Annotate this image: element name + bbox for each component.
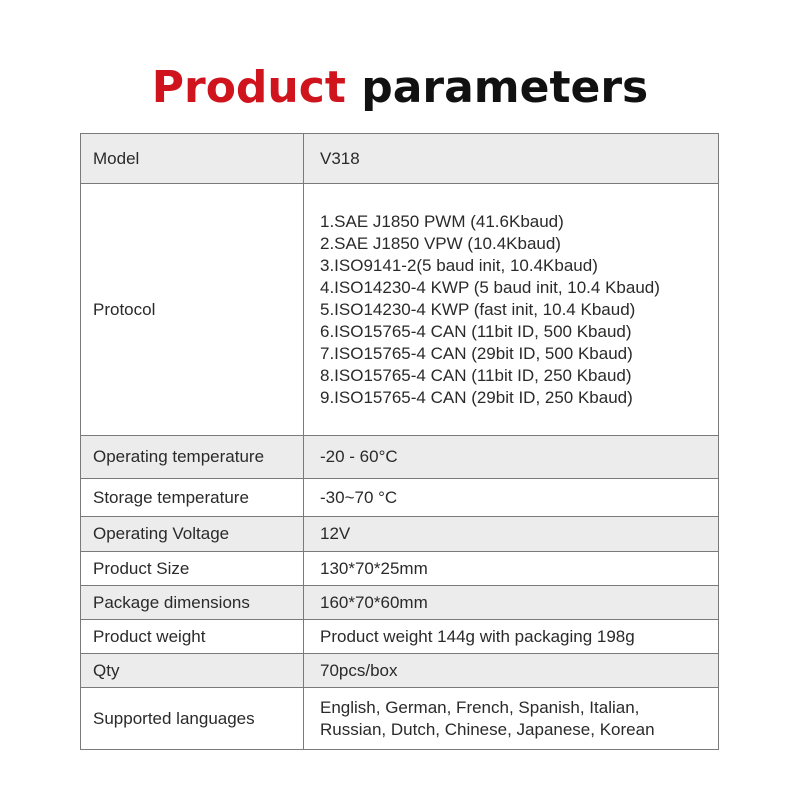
protocol-item: 4.ISO14230-4 KWP (5 baud init, 10.4 Kbaud) (320, 277, 660, 297)
row-protocol (81, 184, 719, 436)
row-product-size (81, 552, 719, 586)
protocol-item: 1.SAE J1850 PWM (41.6Kbaud) (320, 211, 564, 231)
protocol-item: 5.ISO14230-4 KWP (fast init, 10.4 Kbaud) (320, 299, 636, 319)
product-weight-value: Product weight 144g with packaging 198g (304, 620, 719, 654)
protocol-item: 3.ISO9141-2(5 baud init, 10.4Kbaud) (320, 255, 598, 275)
qty-value: 70pcs/box (304, 654, 719, 688)
package-dimensions-label: Package dimensions (81, 586, 304, 620)
languages-line: Russian, Dutch, Chinese, Japanese, Korean (320, 719, 655, 739)
row-supported-languages (81, 688, 719, 750)
protocol-label: Protocol (81, 184, 304, 436)
title-accent-word: Product (151, 62, 346, 113)
protocol-item: 8.ISO15765-4 CAN (11bit ID, 250 Kbaud) (320, 365, 632, 385)
operating-temperature-value: -20 - 60°C (304, 436, 719, 479)
row-storage-temperature (81, 479, 719, 517)
product-size-label: Product Size (81, 552, 304, 586)
storage-temperature-label: Storage temperature (81, 479, 304, 517)
row-model (81, 134, 719, 184)
languages-line: English, German, French, Spanish, Italian, (320, 697, 640, 717)
model-value: V318 (304, 134, 719, 184)
parameters-table (80, 133, 719, 750)
protocol-list (320, 211, 718, 409)
row-package-dimensions (81, 586, 719, 620)
page-title (0, 60, 800, 116)
model-label: Model (81, 134, 304, 184)
protocol-item: 7.ISO15765-4 CAN (29bit ID, 500 Kbaud) (320, 343, 633, 363)
storage-temperature-value: -30~70 °C (304, 479, 719, 517)
row-product-weight (81, 620, 719, 654)
operating-voltage-label: Operating Voltage (81, 517, 304, 552)
supported-languages-label: Supported languages (81, 688, 304, 750)
protocol-value (304, 184, 719, 436)
row-operating-temperature (81, 436, 719, 479)
operating-voltage-value: 12V (304, 517, 719, 552)
protocol-item: 6.ISO15765-4 CAN (11bit ID, 500 Kbaud) (320, 321, 632, 341)
qty-label: Qty (81, 654, 304, 688)
supported-languages-value (304, 688, 719, 750)
operating-temperature-label: Operating temperature (81, 436, 304, 479)
protocol-item: 2.SAE J1850 VPW (10.4Kbaud) (320, 233, 561, 253)
row-qty (81, 654, 719, 688)
product-weight-label: Product weight (81, 620, 304, 654)
row-operating-voltage (81, 517, 719, 552)
title-rest-word: parameters (361, 62, 649, 113)
package-dimensions-value: 160*70*60mm (304, 586, 719, 620)
protocol-item: 9.ISO15765-4 CAN (29bit ID, 250 Kbaud) (320, 387, 633, 407)
product-size-value: 130*70*25mm (304, 552, 719, 586)
